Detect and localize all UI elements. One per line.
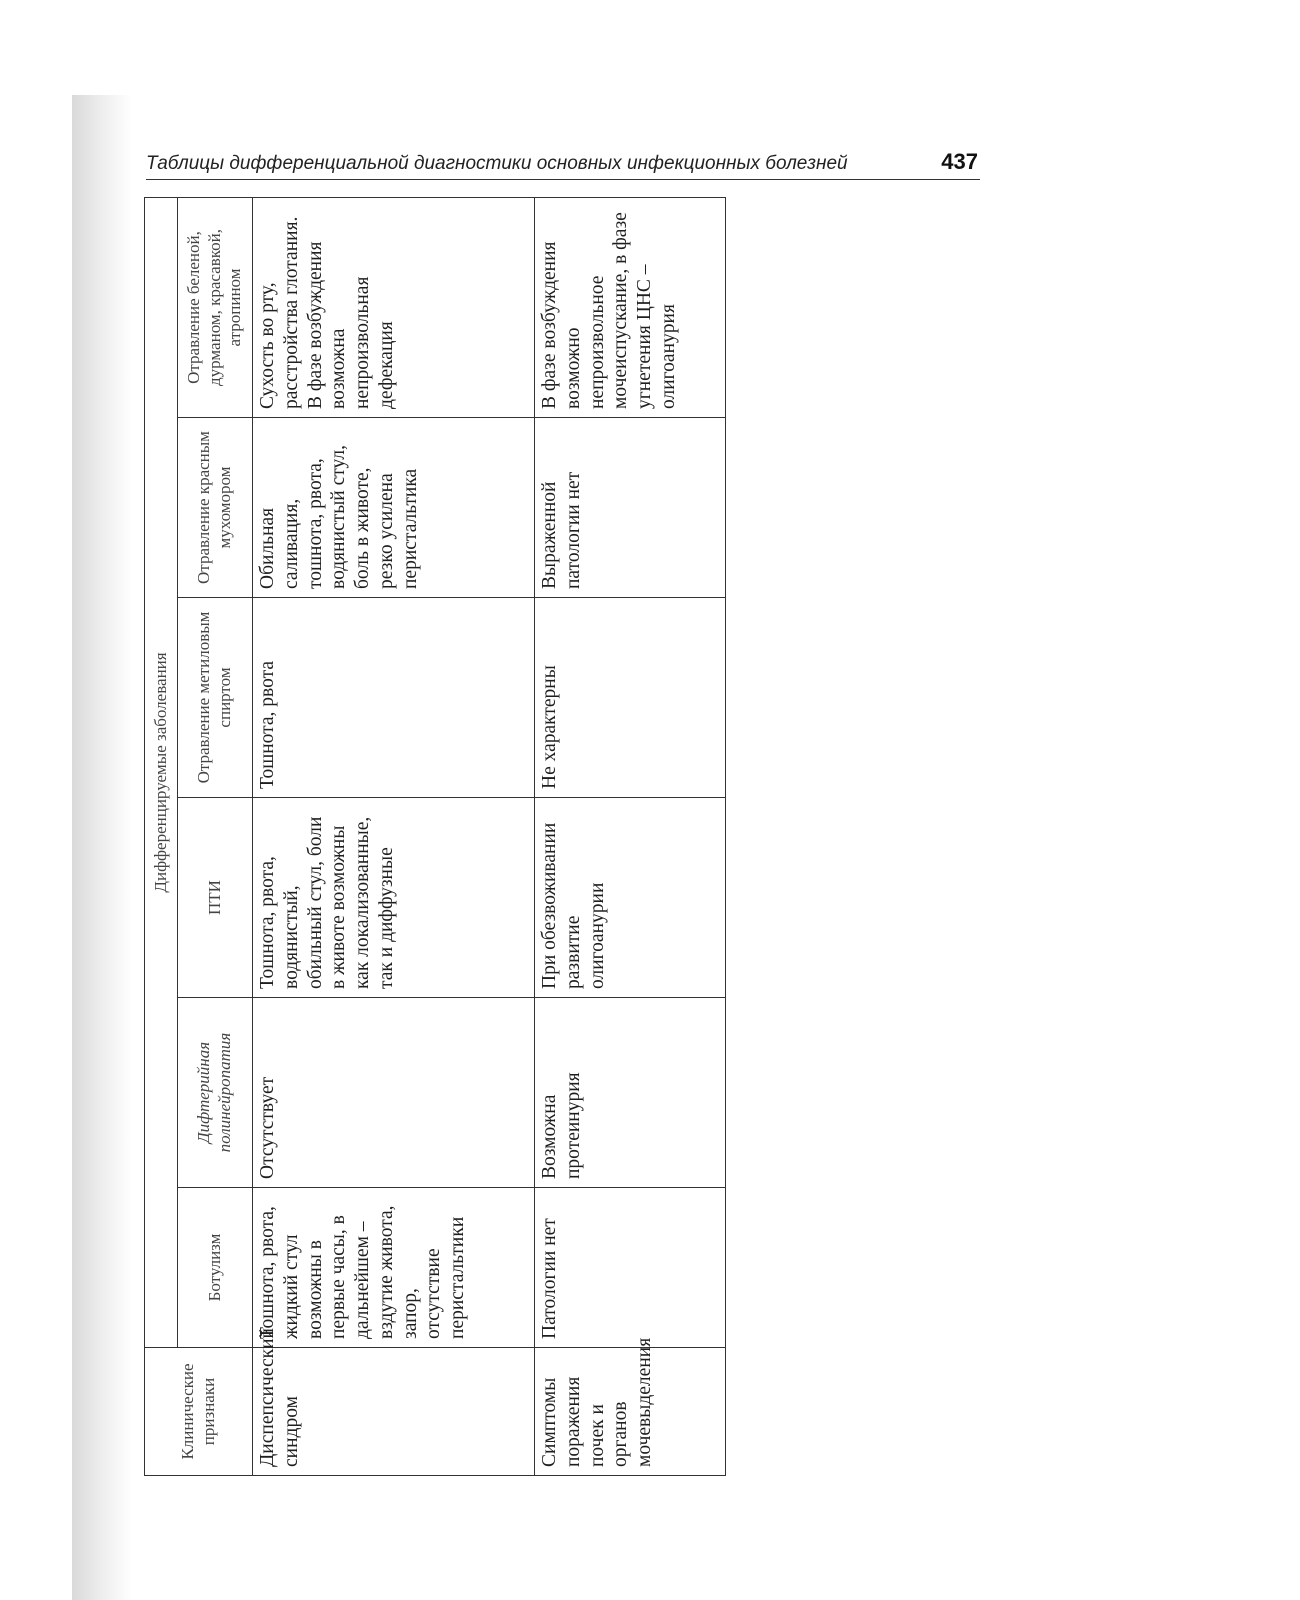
row-feature: Симптомы поражения почек и органов мочевыделения: [535, 1348, 726, 1476]
header-amanita-poisoning: Отравление красным мухомором: [178, 418, 253, 598]
header-group-diseases: Дифференцируемые заболевания: [145, 197, 178, 1347]
table-cell: Обильная саливация, тошнота, рвота, водянистый стул, боль в животе, резко усилена перистальтика: [253, 418, 535, 598]
table-cell: При обезвоживании развитие олигоанурии: [535, 798, 726, 998]
row-feature: Диспепсический синдром: [253, 1348, 535, 1476]
header-belladonna-poisoning: Отравление беленой, дурманом, красавкой, атропином: [178, 197, 253, 417]
page-gutter-shadow: [72, 95, 132, 1600]
table-cell: Тошнота, рвота, водянистый, обильный стул, боли в животе возможны как локализованные, так и диффузные: [253, 798, 535, 998]
table-container: [144, 198, 726, 1476]
running-header: [146, 151, 980, 180]
table-cell: В фазе возбуждения возможно непроизвольное мочеиспускание, в фазе угнетения ЦНС – олигоанурия: [535, 197, 726, 417]
running-title: Таблицы дифференциальной диагностики основных инфекционных болезней: [146, 153, 848, 174]
table-row: [253, 197, 535, 1475]
header-methanol-poisoning: Отравление метиловым спиртом: [178, 598, 253, 798]
table-row: [535, 197, 726, 1475]
table-cell: Тошнота, рвота: [253, 598, 535, 798]
table-cell: Тошнота, рвота, жидкий стул возможны в первые часы, в дальнейшем – вздутие живота, запор, отсутствие перистальтики: [253, 1188, 535, 1348]
table-cell: Сухость во рту, расстройства глотания. В фазе возбуждения возможна непроизвольная дефекация: [253, 197, 535, 417]
table-cell: Возможна протеинурия: [535, 998, 726, 1188]
table-cell: Патологии нет: [535, 1188, 726, 1348]
differential-diagnosis-table: [144, 197, 726, 1476]
header-pti: ПТИ: [178, 798, 253, 998]
table-cell: Отсутствует: [253, 998, 535, 1188]
header-diphtheria-polyneuropathy: Дифтерийная полинейропатия: [178, 998, 253, 1188]
table-cell: Выраженной патологии нет: [535, 418, 726, 598]
page-number: 437: [941, 149, 978, 174]
header-botulism: Ботулизм: [178, 1188, 253, 1348]
header-clinical-features: Клинические признаки: [145, 1348, 253, 1476]
rotated-table: [144, 198, 726, 1476]
table-cell: Не характерны: [535, 598, 726, 798]
